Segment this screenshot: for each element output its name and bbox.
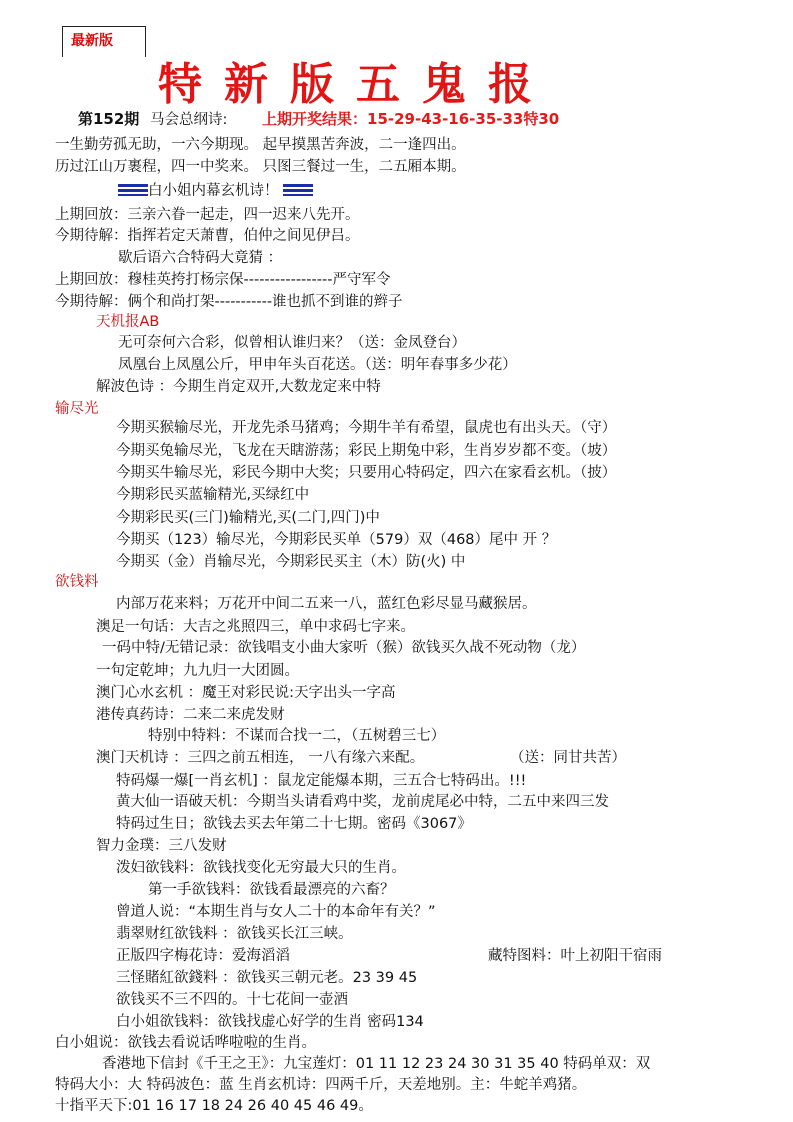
text-line: 黄大仙一语破天机：今期当头请看鸡中奖，龙前虎尾必中特，二五中来四三发 [116,794,609,810]
text-line: 澳门天机诗 ：三四之前五相连， 一八有缘六来配。 [96,750,425,766]
text-line: 一句定乾坤；九九归一大团圆。 [96,663,299,679]
text-line: 无可奈何六合彩，似曾相认谁归来？（送：金凤登台） [118,335,466,351]
text-line: 三怪賭紅欲錢料 ：欲钱买三朝元老。23 39 45 [116,970,418,986]
poem-label: 马会总纲诗: [150,112,228,128]
text-line: 今期待解：指挥若定天萧曹，伯仲之间见伊吕。 [55,228,360,244]
double-bar-icon [118,184,148,196]
text-line: 澳足一句话：大吉之兆照四三，单中求码七字来。 [96,619,415,635]
text-line: 今期买猴输尽光，开龙先杀马猪鸡；今期牛羊有希望，鼠虎也有出头天。（守） [116,420,617,436]
text-line: 一码中特/无错记录：欲钱唱支小曲大家听（猴）欲钱买久战不死动物（龙） [102,640,586,656]
text-line: 十指平天下:01 16 17 18 24 26 40 45 46 49。 [55,1098,373,1114]
text-line: 欲钱买不三不四的。十七花间一壶酒 [116,992,348,1008]
section-heading-baixiaojie [118,181,313,201]
text-line: （送：同甘共苦） [510,750,626,766]
text-line: 特码爆一爆[一肖玄机] ：鼠龙定能爆本期，三五合七特码出。!!! [116,773,527,789]
text-line: 香港地下信封《千王之王》：九宝莲灯：01 11 12 23 24 30 31 35 40 特码单双：双 [102,1056,651,1072]
section-heading-yuqianliao: 欲钱料 [55,574,99,590]
text-line: 凤凰台上凤凰公斤，甲申年头百花送。（送：明年春事多少花） [118,357,517,373]
text-line: 藏特图料：叶上初阳干宿雨 [488,948,662,964]
text-line: 泼妇欲钱料：欲钱找变化无穷最大只的生肖。 [116,860,406,876]
poem-line-2: 历过江山万裹程，四一中奖来。 只图三餐过一生，二五厢本期。 [55,159,466,175]
text-line: 上期回放：三亲六眷一起走，四一迟来八先开。 [55,207,360,223]
text-line: 今期买牛输尽光，彩民今期中大奖；只要用心特码定，四六在家看玄机。（披） [116,465,617,481]
text-line: 解波色诗 ：今期生肖定双开,大数龙定来中特 [96,379,381,395]
double-bar-icon [283,184,313,196]
version-badge [62,26,146,57]
text-line: 智力金璞：三八发财 [96,838,227,854]
text-line: 港传真药诗：二来二来虎发财 [96,707,285,723]
text-line: 今期待解：俩个和尚打架-----------谁也抓不到谁的辫子 [55,294,403,310]
text-line: 内部万花来料；万花开中间二五来一八，蓝红色彩尽显马藏猴居。 [116,596,537,612]
poem-line-1: 一生勤劳孤无助，一六今期现。 起早摸黑苦奔波，二一逢四出。 [55,137,466,153]
text-line: 正版四字梅花诗：爱海滔滔 [116,948,290,964]
text-line: 今期买（123）输尽光，今期彩民买单（579）双（468）尾中 开 ？ [116,532,557,548]
text-line: 今期买兔输尽光，飞龙在天瞎游荡；彩民上期兔中彩，生肖岁岁都不变。（坡） [116,443,617,459]
text-line: 澳门心水玄机 ：魔王对彩民说:天字出头一字高 [96,685,396,701]
text-line: 特码大小：大 特码波色：蓝 生肖玄机诗：四两千斤，天差地别。主：牛蛇羊鸡猪。 [55,1077,587,1093]
baixiaojie-title: 白小姐内幕玄机诗！ [148,183,279,199]
text-line: 今期买（金）肖输尽光，今期彩民买主（木）防(火) 中 [116,554,466,570]
text-line: 今期彩民买蓝输精光,买绿红中 [116,487,310,503]
text-line: 白小姐说：欲钱去看说话哗啦啦的生肖。 [55,1035,316,1051]
text-line: 歇后语六合特码大竟猜 ： [118,250,283,266]
text-line: 上期回放：穆桂英挎打杨宗保-----------------严守军令 [55,272,391,288]
section-heading-tianjibao: 天机报AB [96,314,160,330]
section-heading-shujinguang: 输尽光 [55,401,99,417]
text-line: 特码过生日；欲钱去买去年第二十七期。密码《3067》 [116,816,472,832]
text-line: 曾道人说：“本期生肖与女人二十的本命年有关？” [116,904,436,920]
text-line: 翡翠财红欲钱料 ：欲钱买长江三峡。 [116,926,353,942]
text-line: 第一手欲钱料：欲钱看最漂亮的六畜？ [148,882,395,898]
text-line: 特别中特料：不谋而合找一二，（五树碧三七） [148,728,446,744]
issue-number: 第152期 [78,110,140,128]
last-result: 上期开奖结果：15-29-43-16-35-33特30 [262,110,560,128]
page-title: 特新版五鬼报 [158,59,554,110]
version-badge-label: 最新版 [71,33,113,49]
text-line: 今期彩民买(三门)输精光,买(二门,四门)中 [116,510,380,526]
text-line: 白小姐欲钱料：欲钱找虚心好学的生肖 密码134 [116,1014,424,1030]
